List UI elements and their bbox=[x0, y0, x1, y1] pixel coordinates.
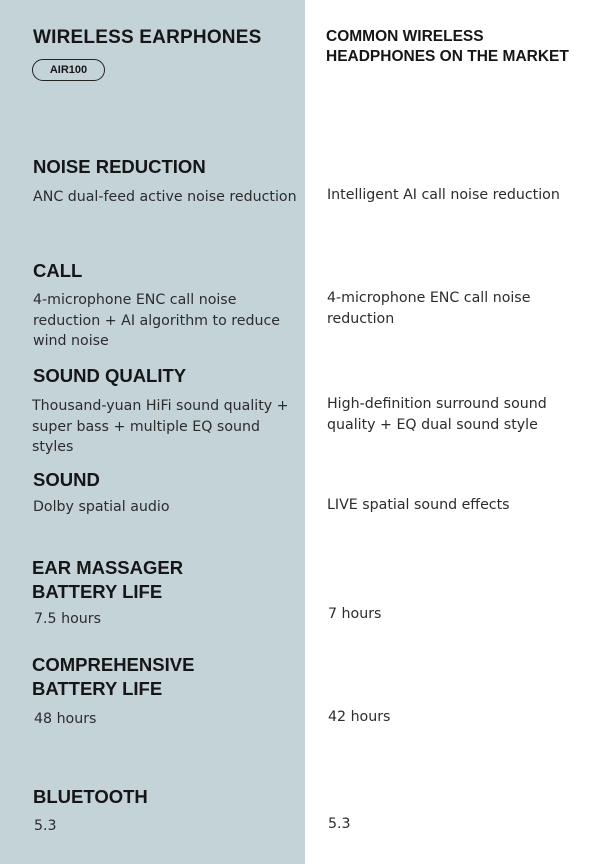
product-title: WIRELESS EARPHONES bbox=[33, 27, 262, 48]
model-badge: AIR100 bbox=[32, 59, 105, 81]
ear-massager-battery-market-value: 7 hours bbox=[328, 606, 382, 622]
sound-market-value: LIVE spatial sound effects bbox=[327, 497, 510, 513]
call-market-value: 4-microphone ENC call noise reduction bbox=[327, 290, 531, 327]
bluetooth-product-value: 5.3 bbox=[34, 818, 57, 834]
sound-quality-heading: SOUND QUALITY bbox=[33, 365, 187, 386]
noise-reduction-product-value: ANC dual-feed active noise reduction bbox=[33, 189, 297, 205]
ear-massager-battery-heading: EAR MASSAGER BATTERY LIFE bbox=[32, 557, 184, 602]
bluetooth-market-value: 5.3 bbox=[328, 816, 351, 832]
bluetooth-heading: BLUETOOTH bbox=[33, 786, 148, 807]
call-heading: CALL bbox=[33, 260, 83, 281]
noise-reduction-market-value: Intelligent AI call noise reduction bbox=[327, 187, 560, 203]
comprehensive-battery-heading: COMPREHENSIVE BATTERY LIFE bbox=[32, 654, 195, 699]
call-product-value: 4-microphone ENC call noise reduction + AI algorithm to reduce wind noise bbox=[33, 292, 281, 349]
noise-reduction-heading: NOISE REDUCTION bbox=[33, 156, 206, 177]
ear-massager-battery-product-value: 7.5 hours bbox=[34, 611, 101, 627]
comprehensive-battery-market-value: 42 hours bbox=[328, 709, 391, 725]
sound-heading: SOUND bbox=[33, 469, 100, 490]
sound-quality-product-value: Thousand-yuan HiFi sound quality + super bass + multiple EQ sound styles bbox=[32, 398, 289, 455]
comprehensive-battery-product-value: 48 hours bbox=[34, 711, 97, 727]
sound-product-value: Dolby spatial audio bbox=[33, 499, 170, 515]
market-title: COMMON WIRELESS HEADPHONES ON THE MARKET bbox=[326, 28, 569, 65]
sound-quality-market-value: High-definition surround sound quality + EQ dual sound style bbox=[327, 396, 547, 433]
